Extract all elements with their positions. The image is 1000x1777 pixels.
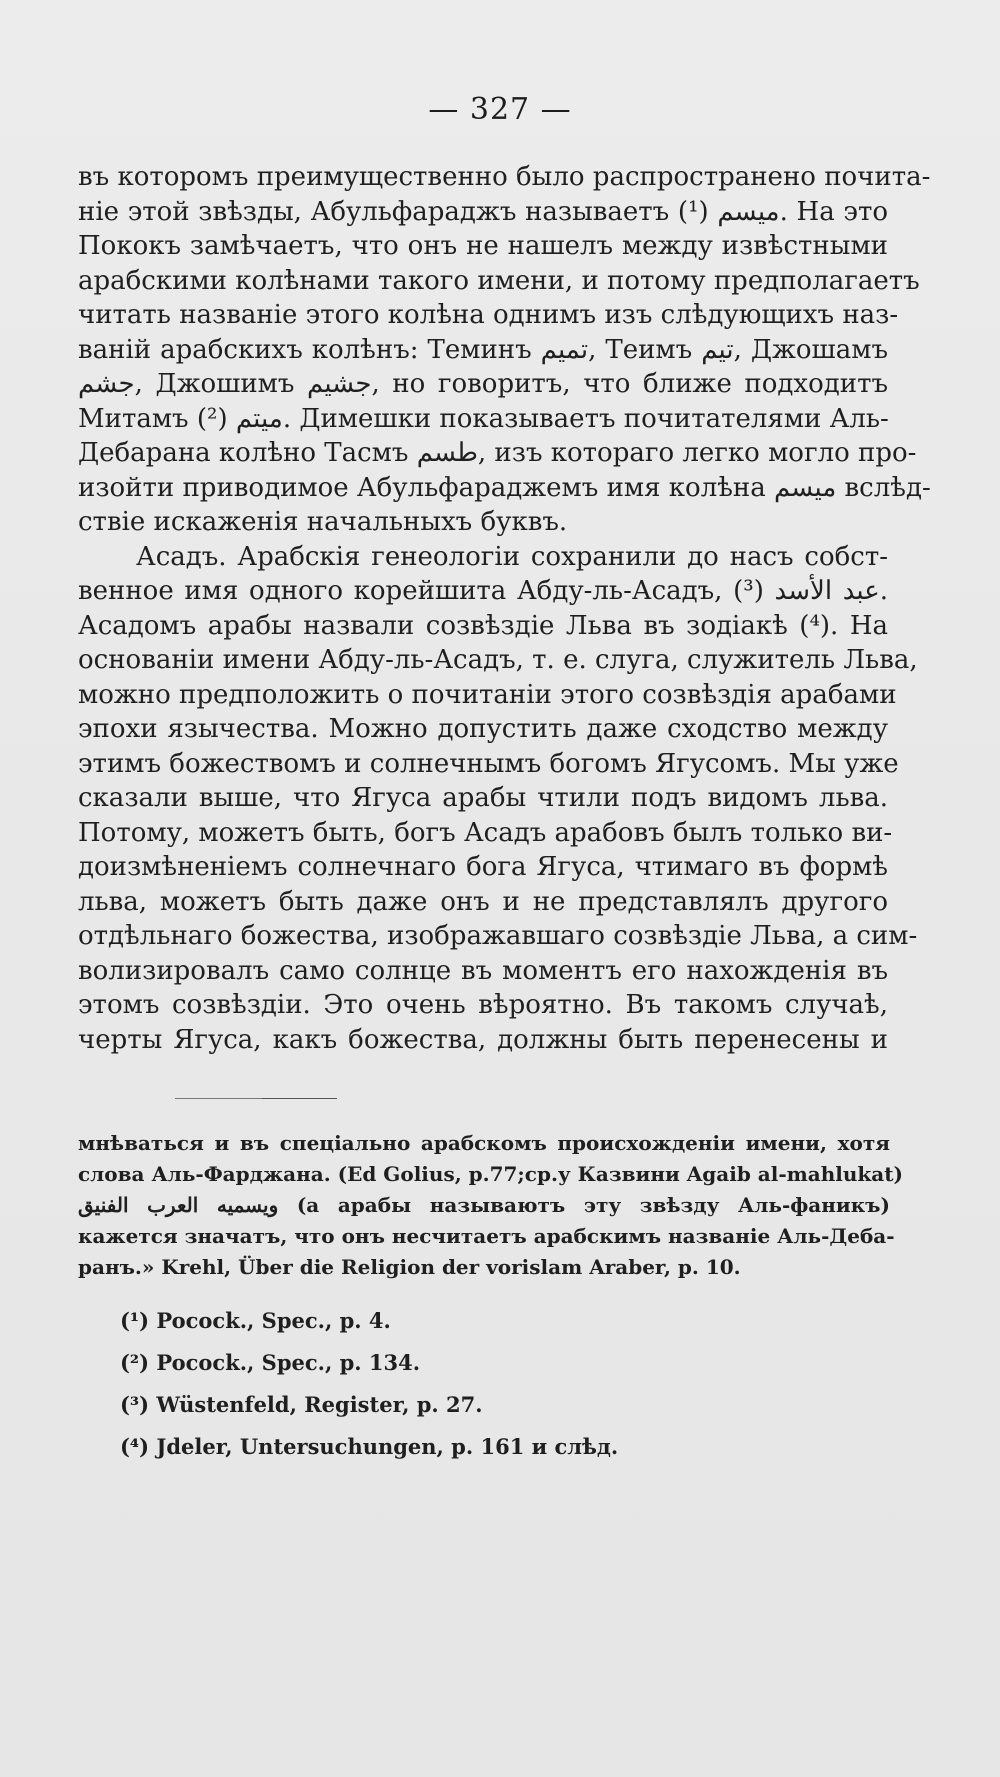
page-number: — 327 — [428, 92, 572, 127]
text-line: сказали выше, что Ягуса арабы чтили подъ видомъ льва. [78, 783, 888, 813]
text-line: ніе этой звѣзды, Абульфараджъ называетъ ميسم (¹). На это [78, 196, 888, 227]
footnote-1: (¹) Pocock., Spec., p. 4. [120, 1308, 391, 1333]
footnote-separator [262, 1098, 337, 1099]
footnote-2: (²) Pocock., Spec., p. 134. [120, 1350, 421, 1375]
text-line: черты Ягуса, какъ божества, должны быть перенесены и [78, 1024, 888, 1055]
text-line: этимъ божествомъ и солнечнымъ богомъ Ягусомъ. Мы уже [78, 748, 899, 779]
note-line: слова Аль-Фарджана. (Ed Golius, p.77;ср.у Казвини Agaib al-mahlukat) [78, 1162, 903, 1186]
text-line: отдѣльнаго божества, изображавшаго созвѣздіе Льва, а сим- [78, 921, 918, 951]
text-line: Потому, можетъ быть, богъ Асадъ арабовъ былъ только ви- [78, 817, 893, 848]
footnote-3: (³) Wüstenfeld, Register, p. 27. [120, 1392, 483, 1417]
text-line: ствіе искаженія начальныхъ буквъ. [78, 507, 568, 537]
continued-footnote [78, 1128, 903, 1283]
main-text [78, 160, 931, 1057]
text-line: изойти приводимое Абульфараджемъ имя колѣна ميسم вслѣд- [78, 472, 931, 503]
text-line: ваній арабскихъ колѣнъ: Теминъ تميم, Теимъ تيم, Джошамъ [78, 334, 888, 365]
text-line: Дебарана колѣно Тасмъ طسم, изъ котораго легко могло про- [78, 438, 917, 468]
text-line: جشم, Джошимъ جشيم, но говоритъ, что ближе подходитъ [78, 369, 888, 399]
text-line: Пококъ замѣчаетъ, что онъ не нашелъ между извѣстными [78, 231, 888, 261]
text-line: льва, можетъ быть даже онъ и не представлялъ другого [78, 886, 888, 917]
text-line: читать названіе этого колѣна однимъ изъ слѣдующихъ наз- [78, 300, 899, 330]
text-line: можно предположить о почитаніи этого созвѣздія арабами [78, 679, 897, 710]
text-line: доизмѣненіемъ солнечнаго бога Ягуса, чтимаго въ формѣ [78, 852, 888, 882]
footnote-separator-faint [175, 1098, 263, 1099]
text-line: арабскими колѣнами такого имени, и потому предполагаетъ [78, 265, 920, 296]
footnote-4: (⁴) Jdeler, Untersuchungen, p. 161 и слѣд. [120, 1434, 619, 1459]
note-line: ранъ.» Krehl, Über die Religion der vorislam Araber, p. 10. [78, 1255, 741, 1279]
text-line: Митамъ ميتم (²). Димешки показываетъ почитателями Аль- [78, 403, 889, 434]
paragraph-start-asad: Асадъ. Арабскія генеологіи сохранили до насъ собст- [136, 541, 888, 572]
note-line: кажется значатъ, что онъ несчитаетъ арабскимъ названіе Аль-Деба- [78, 1224, 895, 1248]
text-line: волизировалъ само солнце въ моментъ его нахожденія въ [78, 955, 888, 986]
text-line: эпохи язычества. Можно допустить даже сходство между [78, 714, 888, 744]
text-line: венное имя одного корейшита Абду-ль-Асадъ, عبد الأسد (³). [78, 576, 889, 606]
text-line: въ которомъ преимущественно было распространено почита- [78, 162, 931, 192]
note-line: ويسميه العرب الفنيق (а арабы называютъ эту звѣзду Аль-фаникъ) [78, 1193, 890, 1217]
note-line: мнѣваться и въ спеціально арабскомъ происхожденіи имени, хотя [78, 1131, 890, 1155]
text-line: этомъ созвѣздіи. Это очень вѣроятно. Въ такомъ случаѣ, [78, 990, 888, 1020]
text-line: Асадомъ арабы назвали созвѣздіе Льва въ зодіакѣ (⁴). На [78, 610, 888, 641]
text-line: основаніи имени Абду-ль-Асадъ, т. е. слуга, служитель Льва, [78, 645, 918, 675]
